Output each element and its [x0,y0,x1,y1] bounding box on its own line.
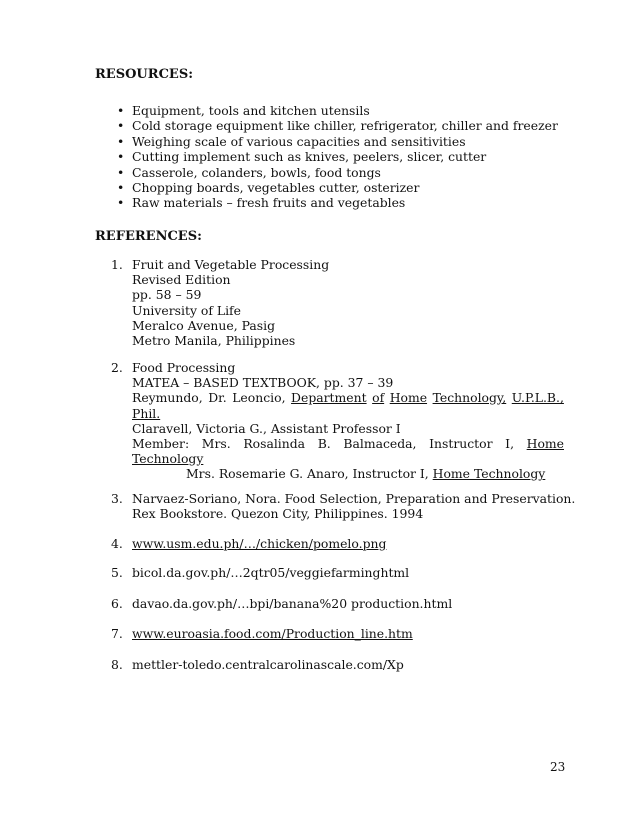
list-item: • Casserole, colanders, bowls, food tongs [117,165,558,180]
reference-number: 3. [111,491,123,506]
department-link[interactable]: Phil. [132,405,161,421]
list-item: • Equipment, tools and kitchen utensils [117,103,558,118]
page-number: 23 [550,760,566,774]
reference-number: 8. [111,657,123,672]
reference-line: davao.da.gov.ph/…bpi/banana%20 production.html [132,596,453,611]
reference-line: Metro Manila, Philippines [132,332,296,348]
reference-number: 4. [111,536,123,551]
reference-number: 5. [111,565,123,580]
home-technology-link[interactable]: Home Technology [432,466,546,482]
reference-item [111,360,564,482]
department-link[interactable]: Technology, [432,390,507,406]
reference-line: Claravell, Victoria G., Assistant Professor I [132,420,401,436]
reference-item [111,536,564,551]
list-item: • Raw materials – fresh fruits and vegetables [117,195,558,210]
list-item: • Cutting implement such as knives, peelers, slicer, cutter [117,149,558,164]
home-technology-link[interactable]: Home [526,435,564,451]
resources-heading: RESOURCES: [95,67,194,82]
list-item: • Cold storage equipment like chiller, refrigerator, chiller and freezer [117,118,558,133]
reference-item [111,257,564,348]
reference-line: Mrs. Rosemarie G. Anaro, Instructor I, Home Technology [186,466,546,482]
reference-number: 1. [111,257,123,272]
reference-item [111,596,564,611]
reference-line: University of Life [132,302,241,318]
reference-line: Rex Bookstore. Quezon City, Philippines. 1994 [132,506,424,522]
list-item: • Weighing scale of various capacities and sensitivities [117,134,558,149]
reference-item [111,491,576,522]
resources-list [117,103,558,211]
reference-number: 6. [111,596,123,611]
reference-line: Food Processing [132,360,236,375]
reference-line: Fruit and Vegetable Processing [132,257,330,272]
reference-number: 7. [111,626,123,641]
reference-line: Narvaez-Soriano, Nora. Food Selection, Preparation and Preservation. [132,491,576,506]
reference-line: bicol.da.gov.ph/…2qtr05/veggiefarminghtml [132,565,410,580]
list-item: • Chopping boards, vegetables cutter, osterizer [117,180,558,195]
reference-number: 2. [111,360,123,375]
euroasia-link[interactable]: www.euroasia.food.com/Production_line.htm [132,626,413,641]
usm-link[interactable]: www.usm.edu.ph/…/chicken/pomelo.png [132,536,387,551]
reference-line: Meralco Avenue, Pasig [132,317,275,333]
reference-line: Reymundo, Dr. Leoncio, Department of Home Technology, U.P.L.B., [132,390,564,406]
department-link[interactable]: Department [291,390,367,406]
reference-line: MATEA – BASED TEXTBOOK, pp. 37 – 39 [132,375,394,391]
department-link[interactable]: U.P.L.B., [511,390,564,406]
reference-item [111,657,564,672]
reference-line: Member: Mrs. Rosalinda B. Balmaceda, Instructor I, Home [132,435,564,451]
department-link[interactable]: Home [389,390,428,406]
reference-line: Revised Edition [132,272,231,288]
reference-line: pp. 58 – 59 [132,287,202,303]
reference-line: mettler-toledo.centralcarolinascale.com/Xp [132,657,404,672]
home-technology-link[interactable]: Technology [132,451,204,467]
references-heading: REFERENCES: [95,229,202,244]
reference-item [111,626,564,641]
reference-item [111,565,564,580]
department-link[interactable]: of [372,390,385,406]
